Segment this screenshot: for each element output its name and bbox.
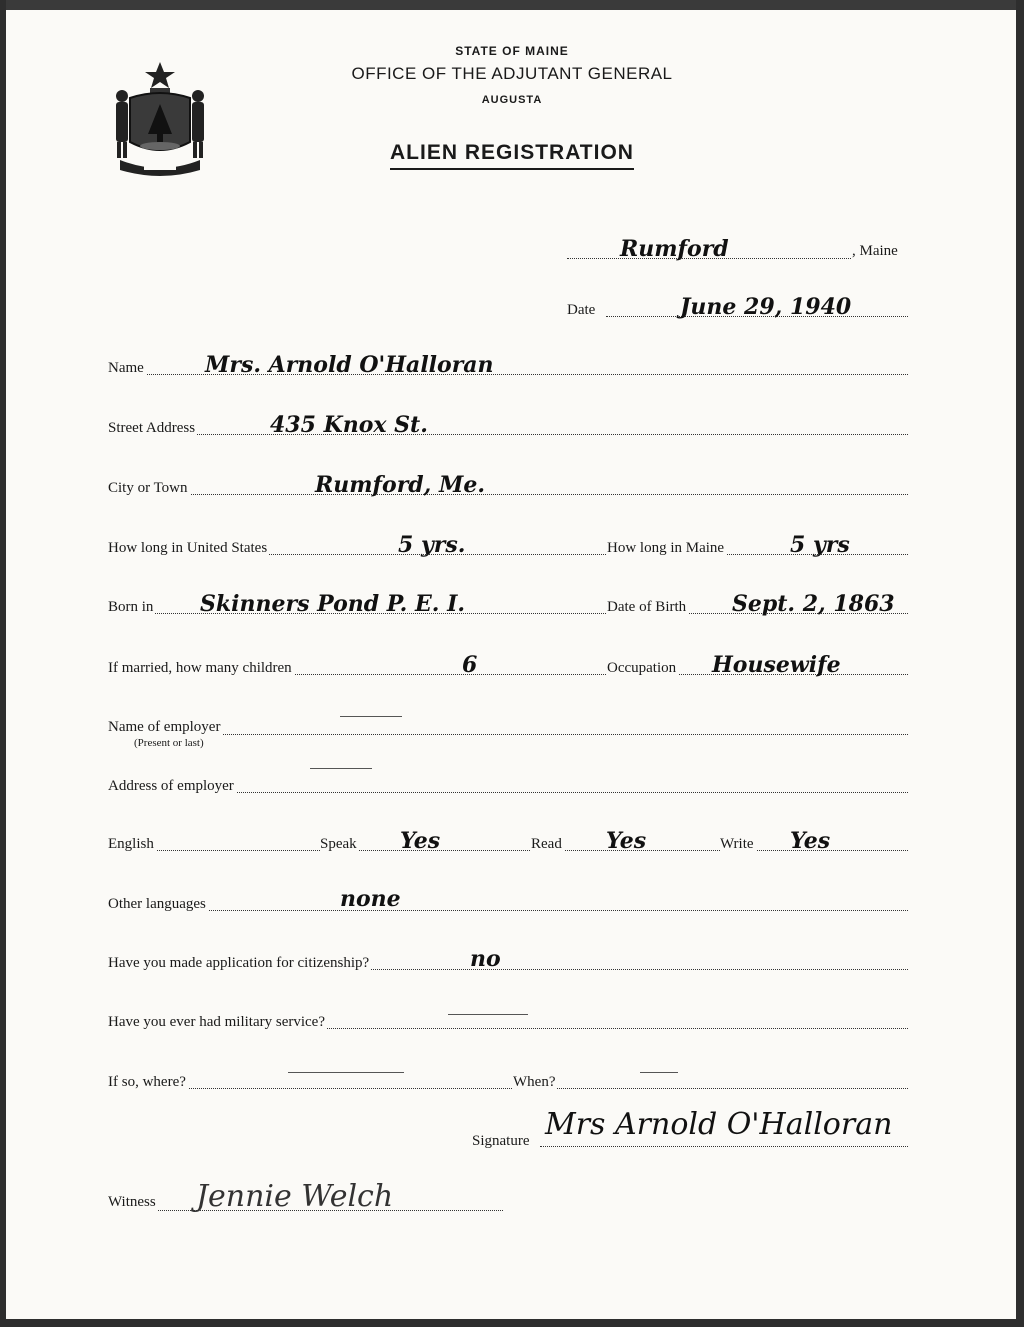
other-languages-line	[108, 910, 908, 911]
employer-line	[108, 734, 908, 735]
employer-name-dash	[340, 716, 402, 717]
form-title: ALIEN REGISTRATION	[0, 141, 1024, 165]
where-label: If so, where?	[108, 1074, 186, 1090]
speak-label: Speak	[320, 836, 357, 852]
scan-border-bottom	[0, 1319, 1024, 1327]
children-value[interactable]: 6	[462, 652, 478, 678]
speak-value[interactable]: Yes	[400, 828, 441, 854]
state-heading: STATE OF MAINE	[455, 44, 569, 58]
other-languages-value[interactable]: none	[340, 886, 401, 912]
how-long-us-value[interactable]: 5 yrs.	[398, 532, 466, 558]
occupation-value[interactable]: Housewife	[712, 652, 841, 678]
office-heading: OFFICE OF THE ADJUTANT GENERAL	[351, 64, 673, 83]
military-label: Have you ever had military service?	[108, 1014, 325, 1030]
scan-border-top	[0, 0, 1024, 10]
citizenship-label: Have you made application for citizenship?	[108, 955, 370, 971]
citizenship-value[interactable]: no	[470, 946, 501, 972]
street-address-label: Street Address	[108, 420, 196, 436]
employer-name-label: Name of employer	[108, 719, 221, 735]
when-label: When?	[513, 1074, 556, 1090]
signature-line	[540, 1146, 908, 1147]
where-when-line	[108, 1088, 908, 1089]
how-long-maine-label: How long in Maine	[607, 540, 725, 556]
employer-address-label: Address of employer	[108, 778, 234, 794]
occupation-label: Occupation	[607, 660, 677, 676]
military-dash	[448, 1014, 528, 1015]
where-dash	[288, 1072, 404, 1073]
signature-value[interactable]: Mrs Arnold O'Halloran	[545, 1107, 893, 1142]
date-value[interactable]: June 29, 1940	[680, 294, 852, 320]
town-value[interactable]: Rumford	[620, 236, 729, 262]
date-of-birth-label: Date of Birth	[607, 599, 687, 615]
city-line	[108, 494, 908, 495]
children-label: If married, how many children	[108, 660, 292, 676]
read-value[interactable]: Yes	[606, 828, 647, 854]
born-in-label: Born in	[108, 599, 154, 615]
other-languages-label: Other languages	[108, 896, 206, 912]
born-in-value[interactable]: Skinners Pond P. E. I.	[200, 591, 466, 617]
read-label: Read	[531, 836, 562, 852]
date-label: Date	[567, 302, 596, 318]
city-label: City or Town	[108, 480, 188, 496]
witness-label: Witness	[108, 1194, 156, 1210]
city-heading: AUGUSTA	[481, 94, 543, 106]
when-dash	[640, 1072, 678, 1073]
write-label: Write	[720, 836, 754, 852]
scan-border-left	[0, 0, 6, 1327]
scan-border-right	[1016, 0, 1024, 1327]
street-line	[108, 434, 908, 435]
name-value[interactable]: Mrs. Arnold O'Halloran	[205, 352, 494, 378]
english-line	[108, 850, 908, 851]
how-long-maine-value[interactable]: 5 yrs	[790, 532, 850, 558]
english-label: English	[108, 836, 154, 852]
employer-sub-label: (Present or last)	[134, 737, 204, 749]
date-of-birth-value[interactable]: Sept. 2, 1863	[732, 591, 895, 617]
city-value[interactable]: Rumford, Me.	[315, 472, 485, 498]
name-label: Name	[108, 360, 144, 376]
how-long-us-label: How long in United States	[108, 540, 268, 556]
maine-label: , Maine	[852, 243, 898, 259]
witness-value[interactable]: Jennie Welch	[196, 1179, 394, 1214]
signature-label: Signature	[472, 1133, 530, 1149]
write-value[interactable]: Yes	[790, 828, 831, 854]
employer-address-dash	[310, 768, 372, 769]
street-address-value[interactable]: 435 Knox St.	[270, 412, 428, 438]
